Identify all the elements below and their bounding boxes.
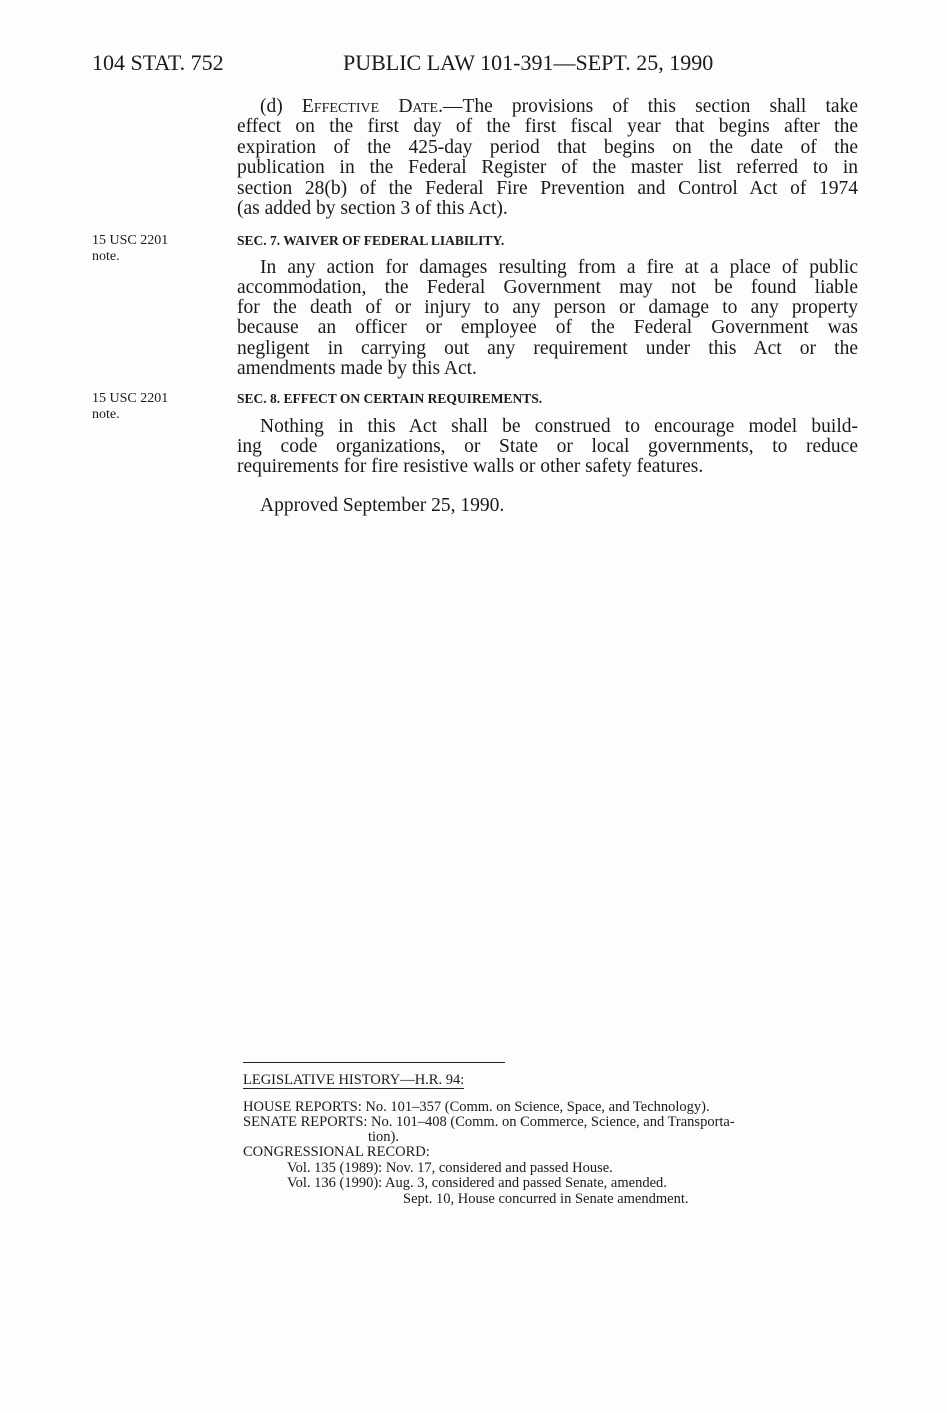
usc-citation: 15 USC 2201 xyxy=(92,391,169,406)
margin-note xyxy=(92,233,168,265)
text-line: section 28(b) of the Federal Fire Prevention and Control Act of 1974 xyxy=(237,178,858,199)
running-header: PUBLIC LAW 101-391—SEPT. 25, 1990 xyxy=(343,50,714,75)
text-line: amendments made by this Act. xyxy=(237,358,477,379)
text-line: In any action for damages resulting from a fire at a place of public xyxy=(260,257,858,278)
text-line: for the death of or injury to any person or damage to any property xyxy=(237,297,858,318)
text-line: publication in the Federal Register of the master list referred to in xyxy=(237,157,858,178)
stat-page-number: 104 STAT. 752 xyxy=(92,50,224,75)
text-line: requirements for fire resistive walls or other safety features. xyxy=(237,456,704,477)
history-line: SENATE REPORTS: No. 101–408 (Comm. on Commerce, Science, and Transporta- xyxy=(243,1114,735,1130)
note-label: note. xyxy=(92,249,120,264)
text-line: accommodation, the Federal Government may not be found liable xyxy=(237,277,858,298)
footer-rule xyxy=(243,1062,505,1063)
subsection-label: (d) xyxy=(260,96,302,117)
text-line: effect on the first day of the first fiscal year that begins after the xyxy=(237,116,858,137)
usc-citation: 15 USC 2201 xyxy=(92,233,169,248)
text-line: ing code organizations, or State or local governments, to reduce xyxy=(237,436,858,457)
history-line: CONGRESSIONAL RECORD: xyxy=(243,1144,430,1160)
history-line: Vol. 135 (1989): Nov. 17, considered and passed House. xyxy=(287,1160,613,1176)
text-span: —The provisions of this section shall take xyxy=(442,96,858,117)
text-line: expiration of the 425-day period that begins on the date of the xyxy=(237,137,858,158)
text-line: because an officer or employee of the Federal Government was xyxy=(237,317,858,338)
history-line: Vol. 136 (1990): Aug. 3, considered and passed Senate, amended. xyxy=(287,1175,667,1191)
text-line: (as added by section 3 of this Act). xyxy=(237,198,508,219)
approval-date: Approved September 25, 1990. xyxy=(260,495,505,516)
note-label: note. xyxy=(92,407,120,422)
subsection-heading: Effective Date. xyxy=(301,96,443,117)
text-line xyxy=(260,97,858,117)
section-heading: SEC. 8. EFFECT ON CERTAIN REQUIREMENTS. xyxy=(237,391,543,406)
history-line: tion). xyxy=(368,1129,400,1145)
legislative-history-title: LEGISLATIVE HISTORY—H.R. 94: xyxy=(243,1072,465,1088)
margin-note xyxy=(92,391,168,423)
section-heading: SEC. 7. WAIVER OF FEDERAL LIABILITY. xyxy=(237,233,505,248)
history-line: Sept. 10, House concurred in Senate amendment. xyxy=(403,1191,689,1207)
history-line: HOUSE REPORTS: No. 101–357 (Comm. on Science, Space, and Technology). xyxy=(243,1099,710,1115)
text-line: negligent in carrying out any requirement under this Act or the xyxy=(237,338,858,359)
text-line: Nothing in this Act shall be construed to encourage model build- xyxy=(260,416,858,437)
